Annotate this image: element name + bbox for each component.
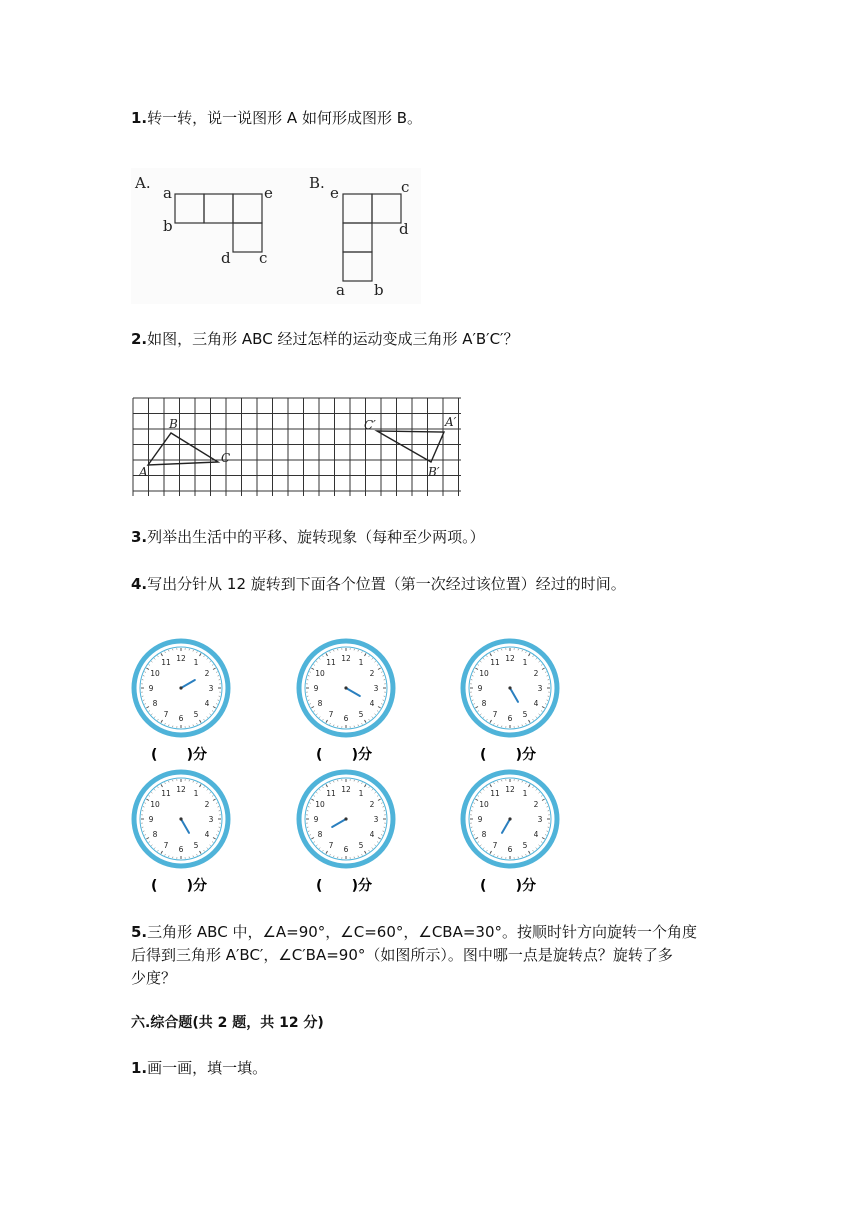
clock-number: 8: [481, 830, 487, 839]
clock-number: 4: [369, 699, 375, 708]
clock-number: 10: [479, 800, 489, 809]
clock-number: 9: [148, 815, 154, 824]
question-3: [131, 526, 485, 549]
clock: [463, 641, 557, 763]
shape-b-label-a: a: [336, 281, 345, 299]
clock-number: 2: [533, 669, 539, 678]
clock-number: 3: [373, 684, 379, 693]
clock-answer-blank: ( )分: [150, 747, 208, 763]
clock-number: 12: [341, 654, 351, 663]
shape-b-label-e: e: [330, 184, 339, 202]
clock-number: 11: [161, 789, 171, 799]
clock-number: 8: [152, 699, 158, 708]
question-text-line1: 三角形 ABC 中，∠A=90°，∠C=60°，∠CBA=30°。按顺时针方向旋转一个角度: [147, 923, 698, 941]
clock-number: 3: [208, 684, 214, 693]
clock-number: 12: [505, 785, 515, 794]
clock-number: 4: [204, 699, 210, 708]
clock-answer-blank: ( )分: [315, 747, 373, 763]
clock-number: 12: [341, 785, 351, 794]
clock-number: 5: [358, 709, 364, 719]
clock-answer-blank: ( )分: [315, 878, 373, 894]
question-text: 如图，三角形 ABC 经过怎样的运动变成三角形 A′B′C′？: [147, 330, 519, 348]
shape-a-label-b: b: [163, 217, 173, 235]
question-1: [131, 107, 422, 130]
clock-center: [179, 817, 182, 820]
clock-number: 3: [373, 815, 379, 824]
shape-b-label-d: d: [399, 220, 409, 238]
clock-grid: [120, 632, 580, 900]
clock-number: 6: [507, 845, 513, 854]
clock-number: 7: [163, 840, 169, 850]
clock-center: [508, 817, 511, 820]
question-text: 写出分针从 12 旋转到下面各个位置（第一次经过该位置）经过的时间。: [147, 575, 626, 593]
clock-number: 8: [317, 699, 323, 708]
shape-a-label-c: c: [259, 249, 268, 267]
clock-number: 4: [533, 699, 539, 708]
clock-number: 7: [328, 840, 334, 850]
section6-question-1: [131, 1057, 267, 1080]
clock-number: 7: [163, 709, 169, 719]
clock-number: 2: [369, 800, 375, 809]
clock-number: 11: [161, 658, 171, 668]
question-text-line2: 后得到三角形 A′BC′，∠C′BA=90°（如图所示）。图中哪一点是旋转点？旋转了多: [131, 946, 673, 964]
shape-b-title: B.: [309, 174, 325, 192]
clock-center: [344, 686, 347, 689]
clock-number: 2: [204, 669, 210, 678]
clock-number: 9: [477, 815, 483, 824]
clock: [134, 641, 228, 763]
clock-number: 5: [193, 709, 199, 719]
question-text-line3: 少度？: [131, 969, 177, 987]
question-2: [131, 328, 518, 351]
clock-number: 4: [369, 830, 375, 839]
clock-number: 9: [313, 684, 319, 693]
clock-number: 6: [343, 845, 349, 854]
clock-number: 7: [492, 709, 498, 719]
question-number: 1.: [131, 1059, 148, 1077]
question-4: [131, 573, 626, 596]
clock-answer-blank: ( )分: [479, 747, 537, 763]
clock-number: 11: [490, 789, 500, 799]
clock-answer-blank: ( )分: [150, 878, 208, 894]
clock-center: [344, 817, 347, 820]
vertex-c-prime: C′: [364, 418, 376, 432]
clock-number: 12: [176, 785, 186, 794]
vertex-a-prime: A′: [445, 415, 457, 429]
clock: [299, 641, 393, 763]
clock-number: 11: [490, 658, 500, 668]
clock-number: 3: [208, 815, 214, 824]
clock-number: 1: [193, 658, 199, 668]
clock: [134, 772, 228, 894]
question-number: 3.: [131, 528, 148, 546]
clock-number: 6: [178, 714, 184, 723]
question-text: 列举出生活中的平移、旋转现象（每种至少两项。）: [147, 528, 485, 546]
clock-number: 9: [313, 815, 319, 824]
clock-number: 8: [152, 830, 158, 839]
clock: [299, 772, 393, 894]
question-number: 5.: [131, 923, 148, 941]
vertex-c: C: [221, 451, 231, 465]
clock-number: 11: [326, 789, 336, 799]
clock-number: 11: [326, 658, 336, 668]
clock-number: 3: [537, 684, 543, 693]
clock-number: 6: [343, 714, 349, 723]
figure-rotation-shapes: [131, 168, 421, 304]
clock-number: 1: [193, 789, 199, 799]
clock: [463, 772, 557, 894]
clock-number: 1: [358, 658, 364, 668]
clock-number: 1: [522, 658, 528, 668]
figure-triangle-grid: [131, 396, 463, 498]
clock-number: 2: [533, 800, 539, 809]
clock-number: 8: [317, 830, 323, 839]
vertex-b-prime: B′: [428, 465, 440, 479]
clock-number: 9: [477, 684, 483, 693]
clock-number: 10: [150, 669, 160, 678]
clock-number: 10: [479, 669, 489, 678]
triangle-a2b2c2: [377, 431, 444, 462]
shape-a-label-d: d: [221, 249, 231, 267]
shape-a-label-a: a: [163, 184, 172, 202]
question-number: 2.: [131, 330, 148, 348]
clock-number: 1: [358, 789, 364, 799]
vertex-b: B: [169, 417, 178, 431]
clock-center: [179, 686, 182, 689]
clock-center: [508, 686, 511, 689]
clock-number: 2: [369, 669, 375, 678]
clock-number: 5: [522, 709, 528, 719]
clock-number: 6: [178, 845, 184, 854]
clock-number: 2: [204, 800, 210, 809]
shape-a-title: A.: [135, 174, 151, 192]
question-5: [131, 921, 741, 990]
clock-answer-blank: ( )分: [479, 878, 537, 894]
clock-number: 10: [315, 800, 325, 809]
question-number: 1.: [131, 109, 148, 127]
clock-number: 1: [522, 789, 528, 799]
clock-number: 4: [533, 830, 539, 839]
clock-number: 7: [492, 840, 498, 850]
clock-number: 12: [176, 654, 186, 663]
clock-number: 9: [148, 684, 154, 693]
clock-number: 4: [204, 830, 210, 839]
clock-number: 3: [537, 815, 543, 824]
clock-number: 5: [358, 840, 364, 850]
clock-number: 5: [193, 840, 199, 850]
clock-number: 6: [507, 714, 513, 723]
vertex-a: A: [139, 465, 148, 479]
shape-a-label-e: e: [264, 184, 273, 202]
clock-number: 7: [328, 709, 334, 719]
section-heading: 六.综合题(共 2 题，共 12 分): [131, 1015, 324, 1031]
clock-number: 10: [150, 800, 160, 809]
clock-number: 5: [522, 840, 528, 850]
clock-number: 8: [481, 699, 487, 708]
shape-b-label-c: c: [401, 178, 410, 196]
shape-b-label-b: b: [374, 281, 384, 299]
question-number: 4.: [131, 575, 148, 593]
question-text: 转一转，说一说图形 A 如何形成图形 B。: [147, 109, 422, 127]
clock-number: 12: [505, 654, 515, 663]
clock-number: 10: [315, 669, 325, 678]
question-text: 画一画，填一填。: [147, 1059, 268, 1077]
